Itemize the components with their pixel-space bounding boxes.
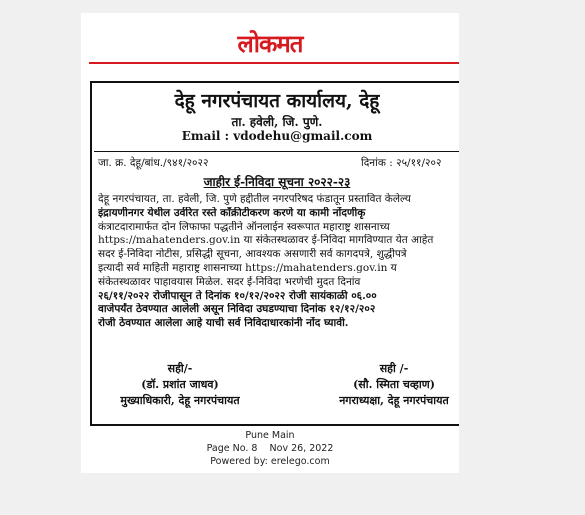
signed-mark: सही /- <box>379 362 409 375</box>
body-line: सदर ई-निविदा नोटीस, प्रसिद्धी सूचना, आवश्यक असणारी सर्व कागदपत्रे, शुद्धीपत्रे <box>98 248 407 261</box>
clipping-footer <box>81 429 459 468</box>
notice-body <box>98 193 459 331</box>
edition-label: Pune Main <box>245 430 295 441</box>
signatory-name: (सौ. स्मिता चव्हाण) <box>353 378 435 391</box>
body-line: कंत्राटदारामार्फत दोन लिफाफा पद्धतीने ऑनलाईन स्वरूपात महाराष्ट्र शासनाच्य <box>98 220 390 233</box>
newspaper-clipping <box>81 13 459 473</box>
page-info: Page No. 8 Nov 26, 2022 <box>206 443 334 454</box>
signatory-designation: नगराध्यक्षा, देहू नगरपंचायत <box>339 394 449 407</box>
notice-date: दिनांक : २५/११/२०२ <box>361 157 442 169</box>
body-line: इंद्रायणीनगर येथील उर्वरित रस्ते काँक्रीटीकरण करणे या कामी नोंदणीकृ <box>98 206 366 219</box>
body-line: देहू नगरपंचायत, ता. हवेली, जि. पुणे हद्दीतील नगरपरिषद फंडातून प्रस्तावित केलेल्य <box>98 193 411 205</box>
powered-by: Powered by: erelego.com <box>210 456 330 467</box>
signed-mark: सही/- <box>167 362 193 375</box>
notice-email: Email : vdodehu@gmail.com <box>181 129 373 143</box>
notice-divider <box>94 151 459 152</box>
signatory-designation: मुख्याधिकारी, देहू नगरपंचायत <box>120 394 240 407</box>
signatory-name: (डॉ. प्रशांत जाधव) <box>141 378 219 391</box>
body-line: रोजी ठेवण्यात आलेला आहे याची सर्व निविदाधारकांनी नोंद घ्यावी. <box>98 317 349 330</box>
newspaper-logo: लोकमत <box>237 30 303 58</box>
notice-title: देहू नगरपंचायत कार्यालय, देहू <box>174 90 380 112</box>
body-line: संकेतस्थळावर पाहावयास मिळेल. सदर ई-निविदा भरणेची मुदत दिनांव <box>98 275 361 288</box>
body-line: https://mahatenders.gov.in या संकेतस्थळावर ई-निविदा मागविण्यात येत आहेत <box>98 234 434 247</box>
body-line: वाजेपर्यंत ठेवण्यात आलेली असून निविदा उघडण्याचा दिनांक १२/१२/२०२ <box>98 303 376 316</box>
notice-subtitle: ता. हवेली, जि. पुणे. <box>231 115 323 129</box>
signatory-left <box>94 361 266 409</box>
reference-number: जा. क्र. देहू/बांध./९४१/२०२२ <box>98 157 209 169</box>
body-line: २६/११/२०२२ रोजीपासून ते दिनांक १०/१२/२०२२ रोजी सायंकाळी ०६.०० <box>98 289 377 302</box>
tender-notice-box <box>90 81 459 426</box>
notice-heading: जाहीर ई-निविदा सूचना २०२२-२३ <box>203 175 351 189</box>
signatory-right <box>314 361 459 409</box>
body-line: इत्यादी सर्व माहिती महाराष्ट्र शासनाच्या https://mahatenders.gov.in य <box>98 261 397 274</box>
masthead-rule <box>89 62 459 64</box>
